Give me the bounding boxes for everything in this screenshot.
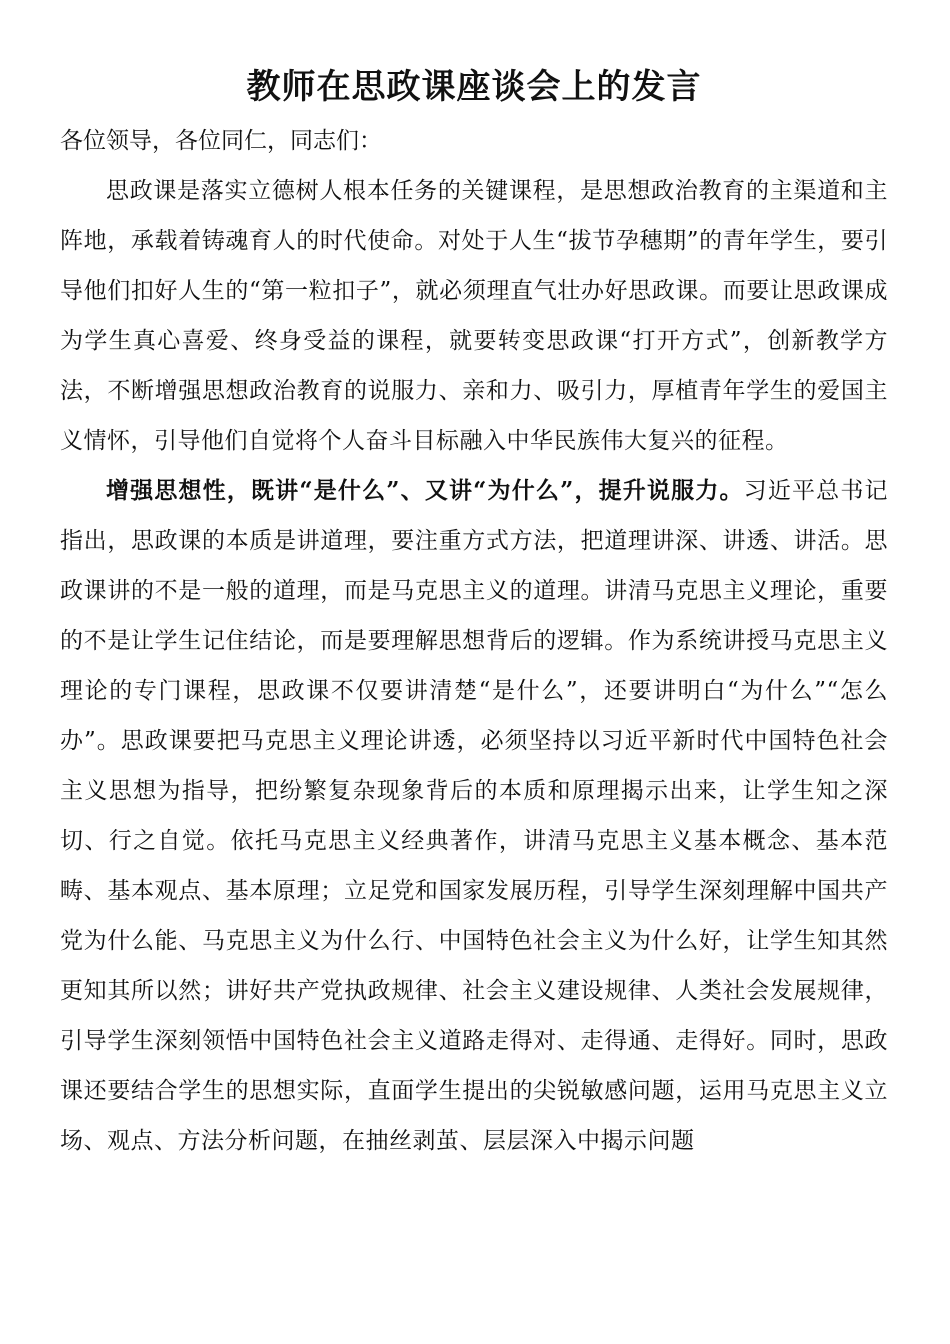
section-1-lead: 增强思想性，既讲“是什么”、又讲“为什么”，提升说服力。 [106, 477, 744, 504]
section-paragraph-1 [60, 466, 888, 1166]
salutation: 各位领导，各位同仁，同志们： [60, 128, 382, 154]
intro-paragraph: 思政课是落实立德树人根本任务的关键课程，是思想政治教育的主渠道和主阵地，承载着铸魂育人的时代使命。对处于人生“拔节孕穗期”的青年学生，要引导他们扣好人生的“第一粒扣子”，就必须理直气壮办好思政课。而要让思政课成为学生真心喜爱、终身受益的课程，就要转变思政课“打开方式”，创新教学方法，不断增强思想政治教育的说服力、亲和力、吸引力，厚植青年学生的爱国主义情怀，引导他们自觉将个人奋斗目标融入中华民族伟大复兴的征程。 [60, 178, 888, 454]
document-title: 教师在思政课座谈会上的发言 [246, 67, 702, 107]
document-page [60, 62, 888, 1166]
section-1-body: 习近平总书记指出，思政课的本质是讲道理，要注重方式方法，把道理讲深、讲透、讲活。思政课讲的不是一般的道理，而是马克思主义的道理。讲清马克思主义理论，重要的不是让学生记住结论，而是要理解思想背后的逻辑。作为系统讲授马克思主义理论的专门课程，思政课不仅要讲清楚“是什么”，还要讲明白“为什么”“怎么办”。思政课要把马克思主义理论讲透，必须坚持以习近平新时代中国特色社会主义思想为指导，把纷繁复杂现象背后的本质和原理揭示出来，让学生知之深切、行之自觉。依托马克思主义经典著作，讲清马克思主义基本概念、基本范畴、基本观点、基本原理；立足党和国家发展历程，引导学生深刻理解中国共产党为什么能、马克思主义为什么行、中国特色社会主义为什么好，让学生知其然更知其所以然；讲好共产党执政规律、社会主义建设规律、人类社会发展规律，引导学生深刻领悟中国特色社会主义道路走得对、走得通、走得好。同时，思政课还要结合学生的思想实际，直面学生提出的尖锐敏感问题，运用马克思主义立场、观点、方法分析问题，在抽丝剥茧、层层深入中揭示问题 [60, 478, 889, 1154]
